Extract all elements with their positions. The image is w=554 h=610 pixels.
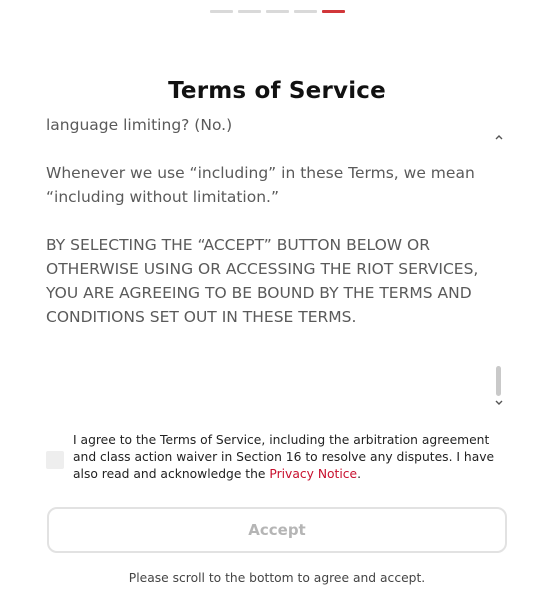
agreement-text (73, 432, 509, 483)
scrollbar-thumb[interactable] (496, 366, 501, 396)
terms-content (46, 113, 486, 353)
progress-step-3 (266, 10, 289, 13)
privacy-notice-link[interactable]: Privacy Notice (269, 467, 358, 481)
terms-paragraph-1: language limiting? (No.) (46, 116, 233, 134)
agreement-text-end: . (357, 467, 362, 481)
chevron-down-icon-svg (494, 399, 504, 407)
progress-step-5 (322, 10, 345, 13)
chevron-up-icon-svg (494, 133, 504, 141)
progress-step-2 (238, 10, 261, 13)
agree-checkbox[interactable] (46, 451, 64, 469)
scroll-hint: Please scroll to the bottom to agree and accept. (128, 571, 426, 585)
progress-step-4 (294, 10, 317, 13)
terms-scroll-area[interactable] (46, 116, 486, 410)
page-title: Terms of Service (168, 78, 386, 104)
chevron-up-icon[interactable] (493, 131, 505, 144)
terms-paragraph-3: BY SELECTING THE “ACCEPT” BUTTON BELOW OR OTHERWISE USING OR ACCESSING THE RIOT SERVICES, YOU ARE AGREEING TO BE BOUND BY THE TERMS AND CONDITIONS SET OUT IN THESE TERMS. (46, 236, 479, 326)
progress-step-1 (210, 10, 233, 13)
progress-indicator (210, 10, 345, 13)
chevron-down-icon[interactable] (493, 397, 505, 410)
accept-button[interactable]: Accept (47, 507, 507, 553)
terms-paragraph-2: Whenever we use “including” in these Terms, we mean “including without limitation.” (46, 164, 475, 206)
agreement-text-main: I agree to the Terms of Service, including the arbitration agreement and class action waiver in Section 16 to resolve any disputes. I have also read and acknowledge the (73, 433, 495, 481)
